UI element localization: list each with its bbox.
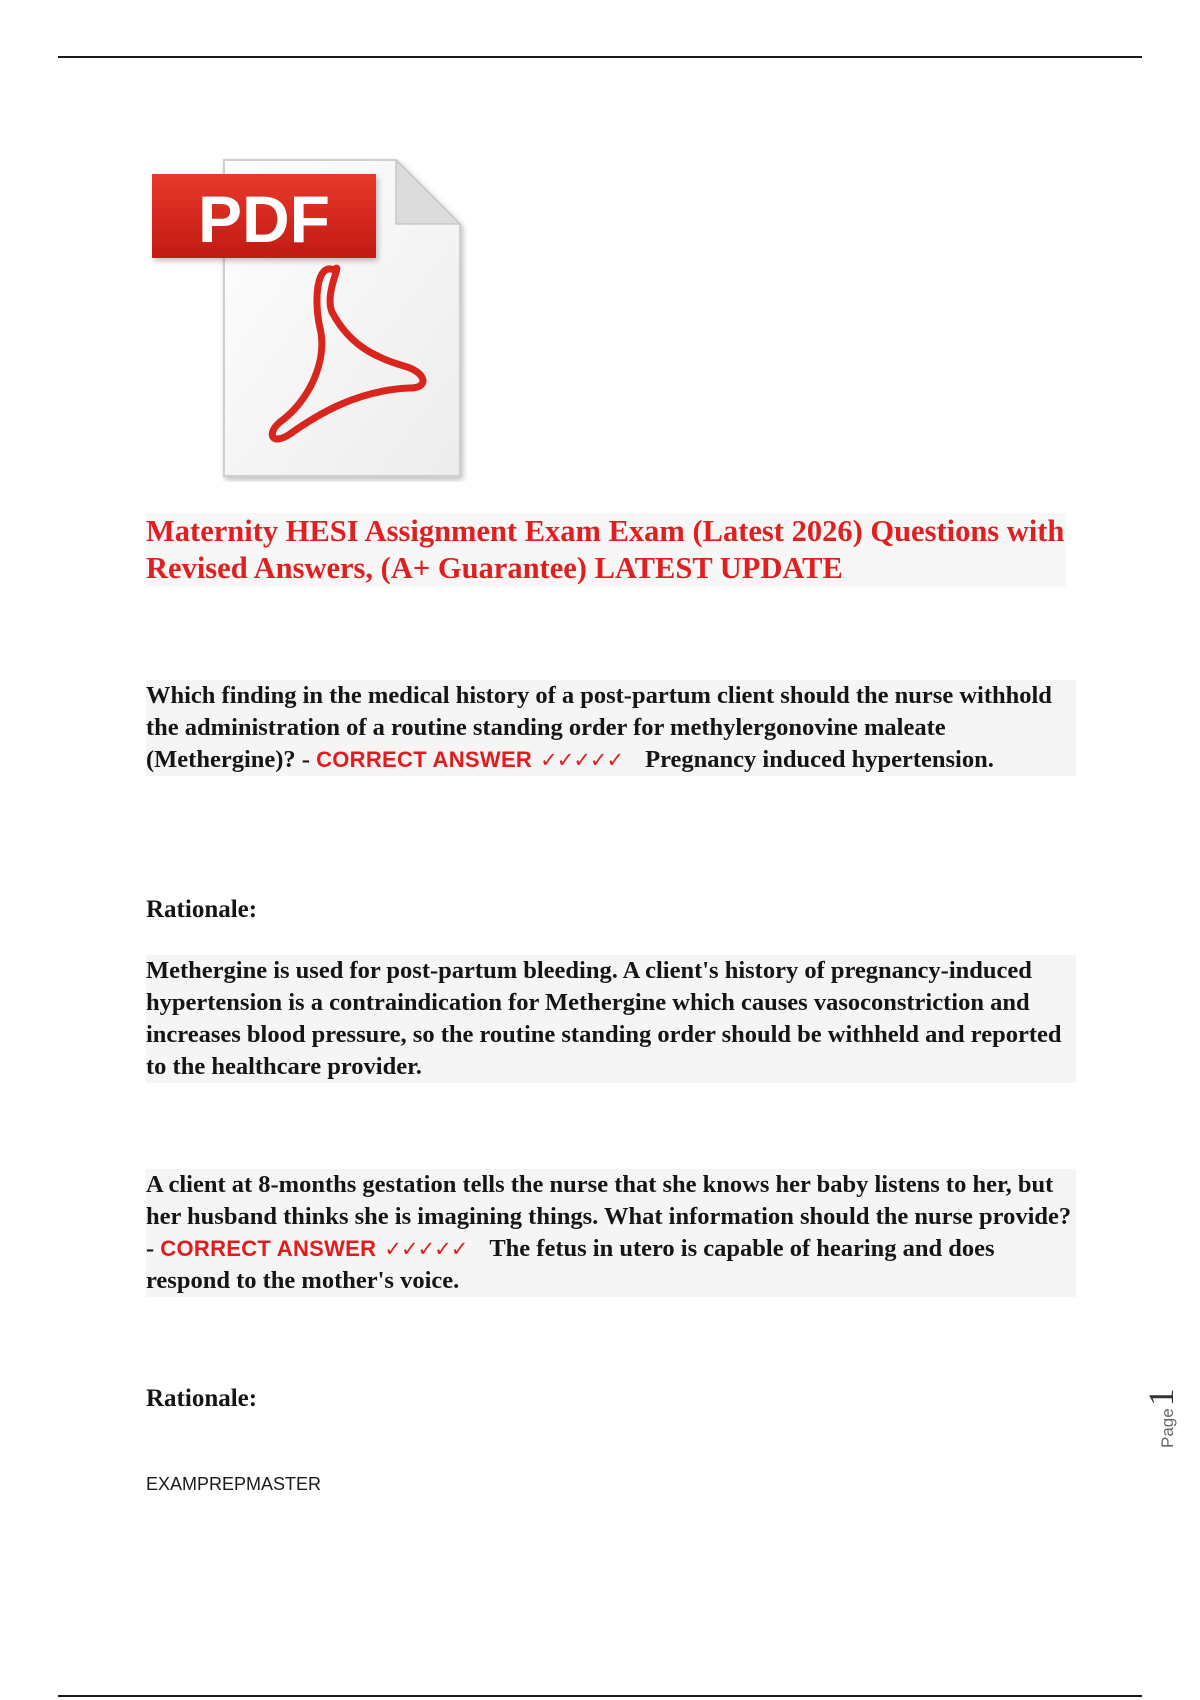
correct-answer-label: CORRECT ANSWER: [316, 747, 533, 772]
checkmarks-icon: ✓✓✓✓✓: [384, 1237, 468, 1261]
question-1-answer: Pregnancy induced hypertension.: [645, 746, 994, 773]
pdf-badge: [152, 174, 376, 258]
document-title: Maternity HESI Assignment Exam Exam (Latest 2026) Questions with Revised Answers, (A+ Guarantee) LATEST UPDATE: [146, 514, 1065, 585]
pdf-badge-text: PDF: [198, 182, 330, 256]
page-label: Page: [1158, 1408, 1177, 1448]
question-1-text: Which finding in the medical history of a post-partum client should the nurse withhold the administration of a routine standing order for methylergonovine maleate (Methergine)? -: [146, 682, 1052, 773]
question-2-answer: The fetus in utero is capable of hearing and does respond to the mother's voice.: [146, 1235, 995, 1294]
rationale-heading-1: Rationale:: [146, 896, 258, 923]
top-rule: [58, 56, 1142, 58]
bottom-rule: [58, 1695, 1142, 1697]
rationale-heading-2: Rationale:: [146, 1385, 258, 1412]
correct-answer-label: CORRECT ANSWER: [160, 1236, 377, 1261]
footer-brand: EXAMPREPMASTER: [146, 1474, 322, 1494]
page-number: 1: [1141, 1388, 1181, 1407]
page-number-marker: [1140, 1388, 1200, 1448]
question-1: [146, 680, 1076, 776]
pdf-file-icon: [148, 152, 468, 482]
checkmarks-icon: ✓✓✓✓✓: [540, 748, 624, 772]
question-2: [146, 1169, 1076, 1297]
question-2-text: A client at 8-months gestation tells the nurse that she knows her baby listens to her, but her husband thinks she is imagining things. What information should the nurse provide? -: [146, 1171, 1072, 1262]
rationale-1-text: Methergine is used for post-partum bleeding. A client's history of pregnancy-induced hypertension is a contraindication for Methergine which causes vasoconstriction and increases blood pressure, so the routine standing order should be withheld and reported to the healthcare provider.: [146, 955, 1076, 1083]
